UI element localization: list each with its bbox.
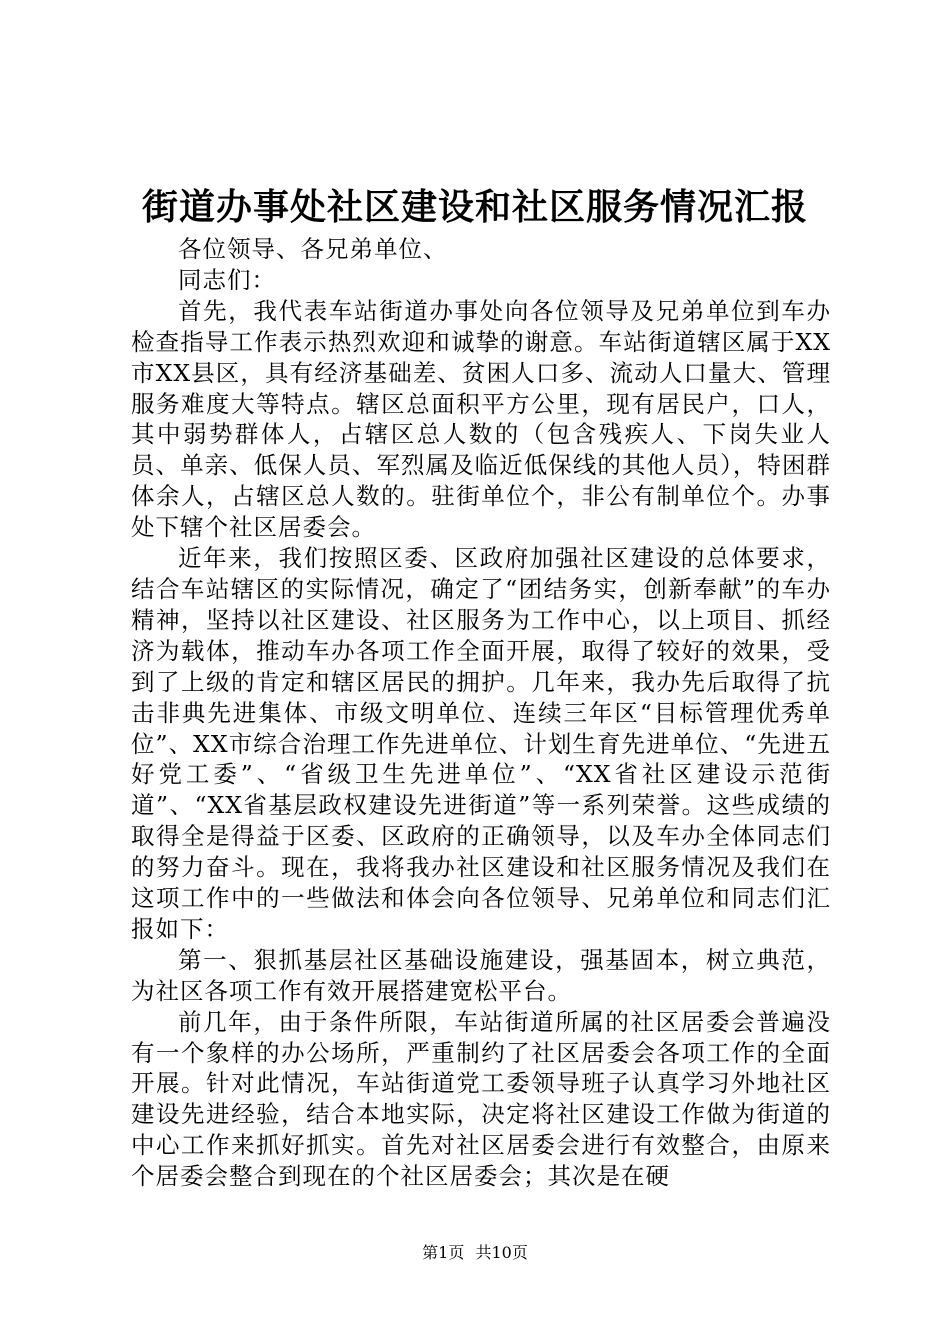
salutation-line-2: 同志们： <box>178 265 276 294</box>
page-number: 第1页 <box>422 1243 465 1262</box>
paragraph-infrastructure: 前几年，由于条件所限，车站街道所属的社区居委会普遍没有一个象样的办公场所，严重制约了社区居委会各项工作的全面开展。针对此情况，车站街道党工委领导班子认真学习外地社区建设先进经验，结合本地实际，决定将社区建设工作做为街道的中心工作来抓好抓实。首先对社区居委会进行有效整合，由原来个居委会整合到现在的个社区居委会；其次是在硬 <box>131 1007 831 1191</box>
paragraph-achievements: 近年来，我们按照区委、区政府加强社区建设的总体要求，结合车站辖区的实际情况，确定了“团结务实，创新奉献”的车办精神，坚持以社区建设、社区服务为工作中心，以上项目、抓经济为载体，推动车办各项工作全面开展，取得了较好的效果，受到了上级的肯定和辖区居民的拥护。几年来，我办先后取得了抗击非典先进集体、市级文明单位、连续三年区“目标管理优秀单位”、XX市综合治理工作先进单位、计划生育先进单位、“先进五好党工委”、“省级卫生先进单位”、“XX省社区建设示范街道”、“XX省基层政权建设先进街道”等一系列荣誉。这些成绩的取得全是得益于区委、区政府的正确领导，以及车办全体同志们的努力奋斗。现在，我将我办社区建设和社区服务情况及我们在这项工作中的一些做法和体会向各位领导、兄弟单位和同志们汇报如下： <box>131 544 831 943</box>
page-footer <box>0 1242 950 1264</box>
paragraph-intro: 首先，我代表车站街道办事处向各位领导及兄弟单位到车办检查指导工作表示热烈欢迎和诚挚的谢意。车站街道辖区属于XX市XX县区，具有经济基础差、贫困人口多、流动人口量大、管理服务难度大等特点。辖区总面积平方公里，现有居民户，口人，其中弱势群体人，占辖区总人数的（包含残疾人、下岗失业人员、单亲、低保人员、军烈属及临近低保线的其他人员），特困群体余人，占辖区总人数的。驻街单位个，非公有制单位个。办事处下辖个社区居委会。 <box>131 296 831 542</box>
document-body <box>131 234 831 1192</box>
paragraph-section-heading: 第一、狠抓基层社区基础设施建设，强基固本，树立典范，为社区各项工作有效开展搭建宽松平台。 <box>131 945 831 1005</box>
salutation-line-1: 各位领导、各兄弟单位、 <box>178 235 448 263</box>
document-title: 街道办事处社区建设和社区服务情况汇报 <box>141 186 808 228</box>
page-total: 共10页 <box>475 1243 528 1262</box>
